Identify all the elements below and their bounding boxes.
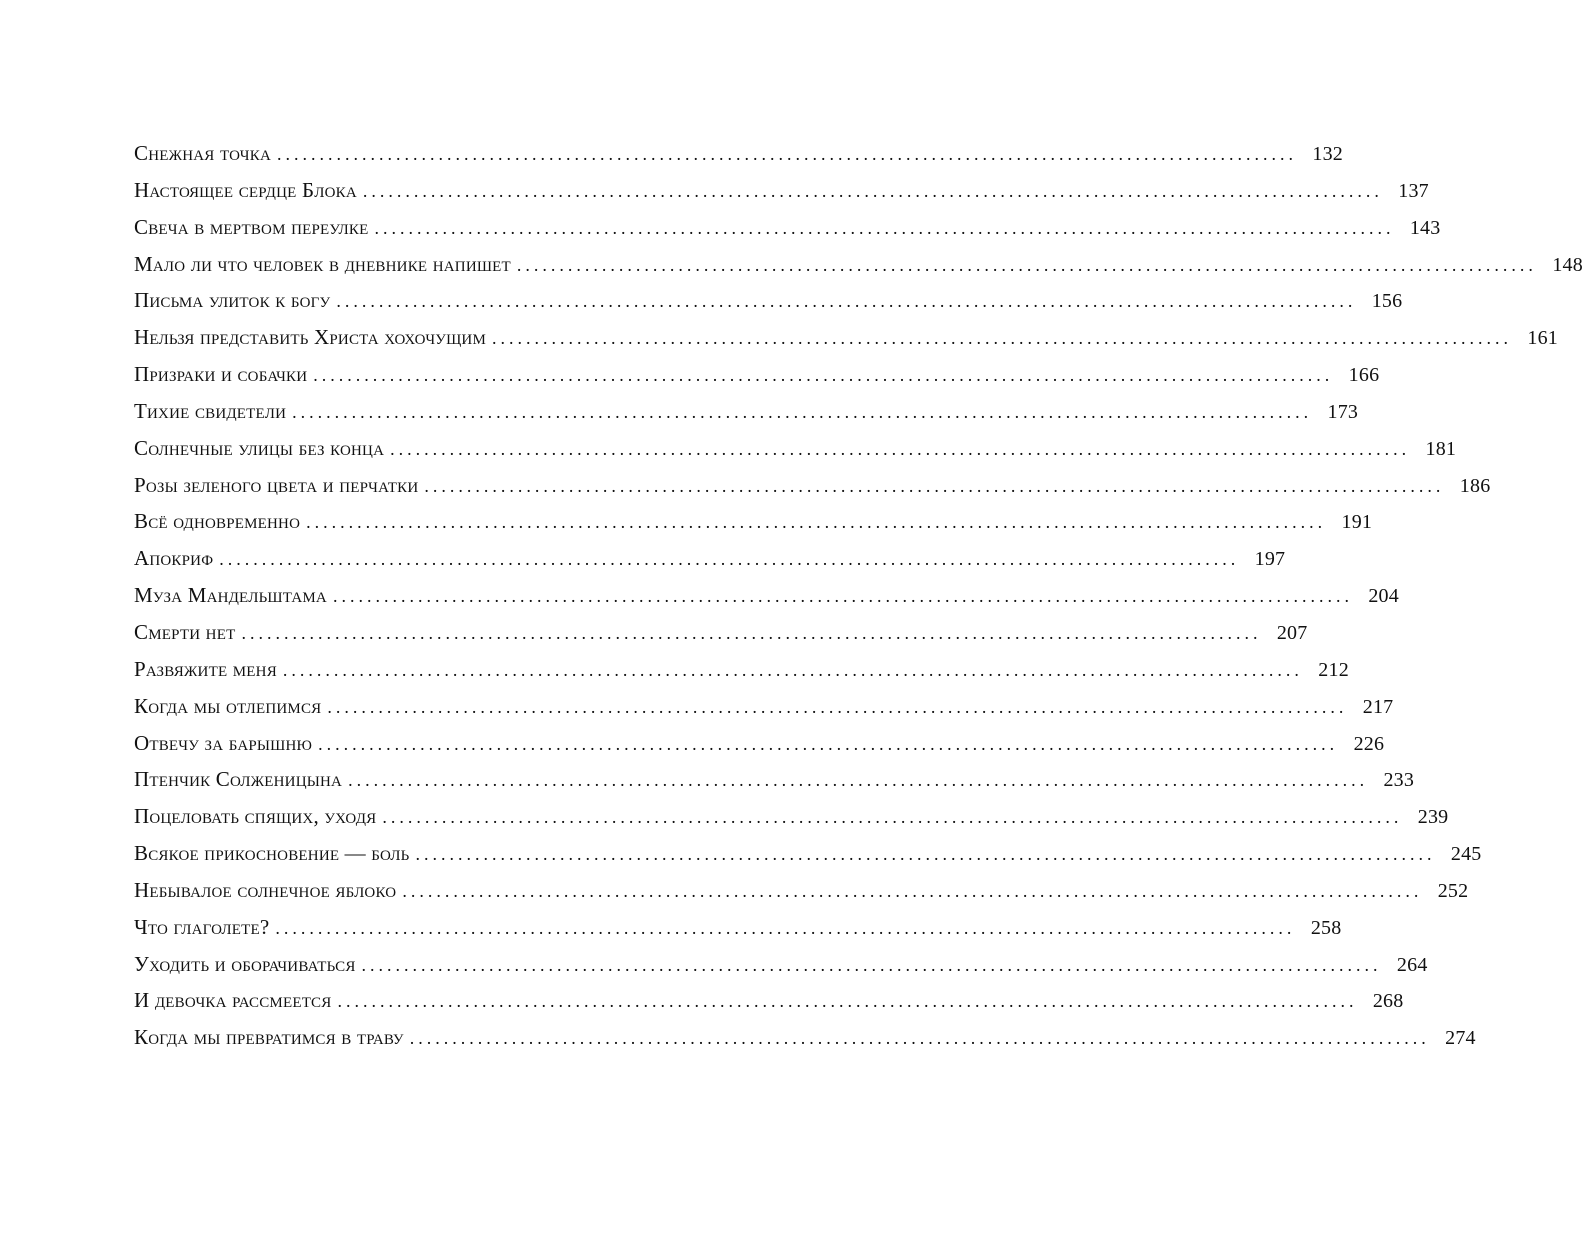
- toc-entry-page: 207: [1276, 621, 1308, 644]
- toc-entry-title: Когда мы отлепимся: [134, 693, 322, 718]
- toc-entry: [134, 654, 1349, 691]
- toc-entry-page: 204: [1368, 585, 1399, 608]
- toc-entry: [134, 580, 1399, 617]
- toc-entry-page: 137: [1398, 179, 1429, 202]
- toc-entry-title: Мало ли что человек в дневнике напишет: [134, 251, 511, 276]
- dot-leader: ........................................................................................................................: [382, 807, 1403, 828]
- toc-entry: [134, 433, 1457, 470]
- toc-entry: [134, 175, 1429, 212]
- toc-entry-title: Нельзя представить Христа хохочущим: [134, 325, 487, 350]
- toc-entry: [134, 249, 1583, 286]
- toc-entry: [134, 801, 1449, 838]
- toc-entry-title: Снежная точка: [134, 141, 271, 165]
- dot-leader: ........................................................................................................................: [361, 954, 1382, 975]
- dot-leader: ........................................................................................................................: [241, 622, 1262, 643]
- toc-entry-page: 245: [1450, 843, 1482, 866]
- toc-entry-title: Солнечные улицы без конца: [134, 435, 385, 460]
- dot-leader: ........................................................................................................................: [390, 438, 1411, 459]
- dot-leader: ........................................................................................................................: [409, 1028, 1430, 1049]
- toc-entry: [134, 470, 1491, 507]
- toc-entry-title: Поцеловать спящих, уходя: [134, 804, 377, 829]
- toc-entry-title: Смерти нет: [134, 619, 236, 644]
- dot-leader: ........................................................................................................................: [332, 586, 1353, 607]
- toc-entry: [134, 764, 1415, 801]
- dot-leader: ........................................................................................................................: [219, 549, 1240, 570]
- toc-entry-title: Всё одновременно: [134, 509, 301, 534]
- toc-entry-page: 264: [1396, 953, 1428, 976]
- dot-leader: ........................................................................................................................: [348, 770, 1369, 791]
- toc-entry-page: 191: [1341, 511, 1373, 534]
- toc-entry-page: 258: [1310, 916, 1342, 939]
- toc-entry: [134, 543, 1286, 580]
- toc-entry-title: Настоящее сердце Блока: [134, 177, 357, 202]
- dot-leader: ........................................................................................................................: [292, 401, 1313, 422]
- toc-entry: [134, 691, 1394, 728]
- toc-entry: [134, 212, 1441, 249]
- toc-entry-title: Когда мы превратимся в траву: [134, 1025, 404, 1050]
- toc-entry-page: 252: [1437, 879, 1469, 902]
- toc-entry-page: 181: [1425, 437, 1457, 460]
- toc-entry-page: 239: [1417, 806, 1449, 829]
- toc-entry-title: Муза Мандельштама: [134, 583, 327, 608]
- toc-entry: [134, 138, 1343, 175]
- toc-entry-title: Уходить и оборачиваться: [134, 951, 356, 976]
- toc-entry-page: 197: [1254, 548, 1286, 571]
- toc-entry-page: 166: [1348, 364, 1380, 387]
- dot-leader: ........................................................................................................................: [313, 365, 1334, 386]
- toc-entry-title: Призраки и собачки: [134, 362, 308, 387]
- toc-entry-page: 226: [1353, 732, 1385, 755]
- toc-entry-page: 212: [1318, 658, 1349, 681]
- toc-entry: [134, 985, 1404, 1022]
- dot-leader: ........................................................................................................................: [336, 291, 1357, 312]
- dot-leader: ........................................................................................................................: [516, 254, 1537, 275]
- toc-entry-title: Развяжите меня: [134, 656, 277, 681]
- dot-leader: ........................................................................................................................: [492, 328, 1513, 349]
- dot-leader: ........................................................................................................................: [318, 733, 1339, 754]
- toc-entry-page: 233: [1383, 769, 1415, 792]
- toc-entry-title: Птенчик Солженицына: [134, 767, 343, 792]
- toc-entry-title: Свеча в мертвом переулке: [134, 214, 369, 239]
- dot-leader: ........................................................................................................................: [327, 696, 1348, 717]
- dot-leader: ........................................................................................................................: [275, 917, 1296, 938]
- toc-entry: [134, 617, 1308, 654]
- dot-leader: ........................................................................................................................: [306, 512, 1327, 533]
- toc-entry-page: 148: [1552, 253, 1583, 276]
- toc-entry-page: 186: [1459, 474, 1491, 497]
- dot-leader: ........................................................................................................................: [362, 180, 1383, 201]
- dot-leader: ........................................................................................................................: [282, 659, 1303, 680]
- toc-entry: [134, 912, 1342, 949]
- toc-entry-page: 274: [1445, 1027, 1476, 1050]
- toc-entry-page: 173: [1327, 400, 1359, 423]
- dot-leader: ........................................................................................................................: [424, 475, 1445, 496]
- dot-leader: ........................................................................................................................: [415, 844, 1436, 865]
- dot-leader: ........................................................................................................................: [402, 880, 1423, 901]
- dot-leader: ........................................................................................................................: [337, 991, 1358, 1012]
- toc-entry-page: 268: [1372, 990, 1404, 1013]
- toc-entry-page: 143: [1409, 216, 1441, 239]
- table-of-contents: [134, 138, 1583, 1059]
- toc-entry-title: Письма улиток к богу: [134, 288, 331, 313]
- toc-entry-page: 156: [1371, 290, 1403, 313]
- toc-entry-title: Всякое прикосновение — боль: [134, 841, 410, 866]
- toc-entry-title: Что глаголете?: [134, 914, 270, 939]
- toc-entry-title: Тихие свидетели: [134, 398, 287, 423]
- toc-entry: [134, 949, 1428, 986]
- toc-entry-title: Отвечу за барышню: [134, 730, 313, 755]
- dot-leader: ........................................................................................................................: [276, 144, 1297, 164]
- toc-entry: [134, 838, 1482, 875]
- toc-entry-title: Розы зеленого цвета и перчатки: [134, 472, 419, 497]
- toc-entry-page: 161: [1527, 327, 1559, 350]
- toc-entry: [134, 728, 1385, 765]
- toc-entry: [134, 506, 1373, 543]
- toc-entry-title: И девочка рассмеется: [134, 988, 332, 1013]
- dot-leader: ........................................................................................................................: [374, 217, 1395, 238]
- toc-entry: [134, 396, 1359, 433]
- toc-entry: [134, 1022, 1476, 1059]
- toc-entry-page: 217: [1362, 695, 1394, 718]
- toc-entry-title: Апокриф: [134, 546, 214, 571]
- toc-entry: [134, 359, 1380, 396]
- toc-entry: [134, 875, 1469, 912]
- toc-entry: [134, 285, 1403, 322]
- toc-entry-title: Небывалое солнечное яблоко: [134, 877, 397, 902]
- toc-entry: [134, 322, 1559, 359]
- toc-entry-page: 132: [1312, 143, 1343, 165]
